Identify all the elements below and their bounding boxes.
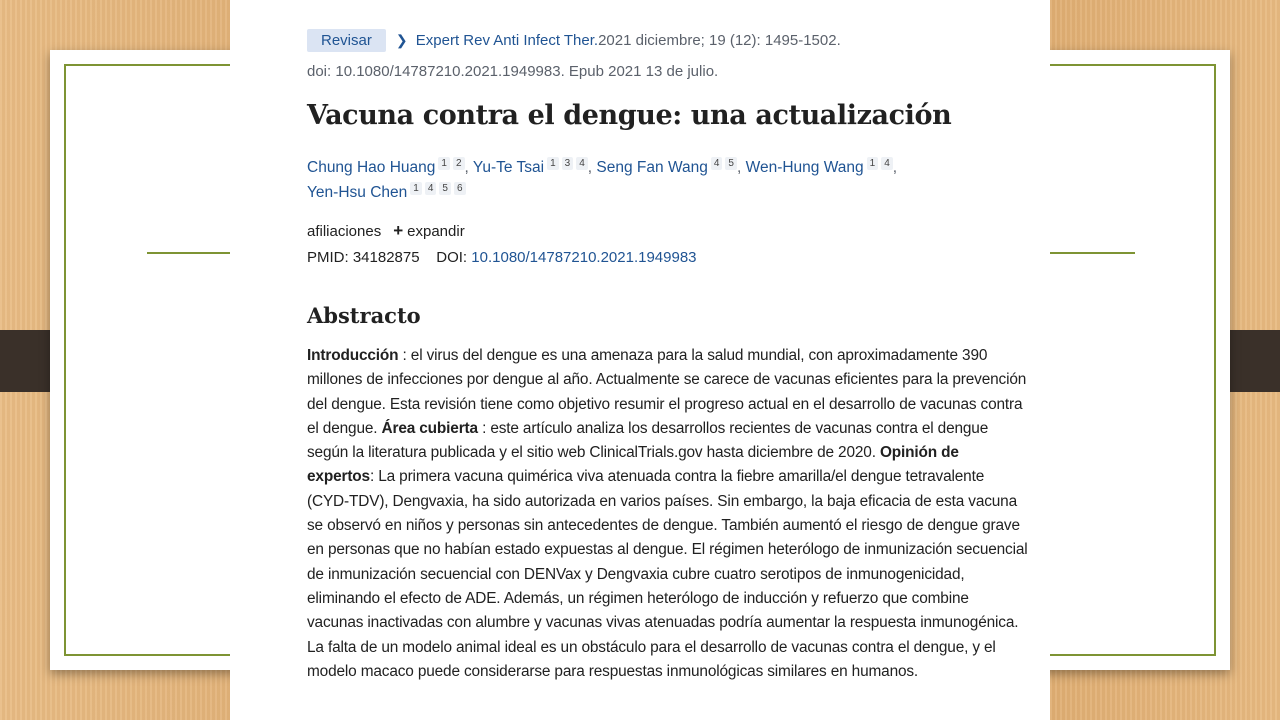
author-entry	[307, 184, 466, 201]
pmid-label: PMID:	[307, 249, 349, 266]
identifiers-row	[307, 249, 697, 266]
abstract-section-label: Opinión de expertos	[307, 444, 959, 486]
chevron-right-icon: ❯	[395, 32, 408, 48]
affiliation-ref[interactable]: 4	[711, 157, 723, 170]
expand-button[interactable]: expandir	[407, 223, 465, 240]
author-separator: ,	[892, 159, 898, 176]
doi-epub-line: doi: 10.1080/14787210.2021.1949983. Epub 2021 13 de julio.	[307, 63, 719, 80]
abstract-section-text: : La primera vacuna quimérica viva atenuada contra la fiebre amarilla/el dengue tetravalente (CYD-TDV), Dengvaxia, ha sido autorizada en varios países. Sin embargo, la baja eficacia de esta vacuna se observó en niños y personas sin antecedentes de dengue. También aumentó el riesgo de dengue grave en personas que no habían estado expuestas al dengue. El régimen heterólogo de inmunización secuencial de inmunización secuencial con DENVax y Dengvaxia cubre cuatro serotipos de inmunogenicidad, eliminando el efecto de ADE. Además, un régimen heterólogo de inducción y refuerzo que combine vacunas inactivadas con alumbre y vacunas vivas atenuadas podría aumentar la respuesta inmunogénica. La falta de un modelo animal ideal es un obstáculo para el desarrollo de vacunas contra el dengue, y el modelo macaco puede considerarse para respuestas inmunológicas similares en humanos.	[307, 468, 1028, 680]
article-title: Vacuna contra el dengue: una actualización	[307, 100, 952, 131]
author-link[interactable]: Chung Hao Huang	[307, 159, 436, 176]
affiliation-ref[interactable]: 6	[454, 182, 466, 195]
affiliation-ref[interactable]: 1	[410, 182, 422, 195]
article-type-badge: Revisar	[307, 29, 386, 52]
affiliation-ref[interactable]: 5	[439, 182, 451, 195]
author-link[interactable]: Yen-Hsu Chen	[307, 184, 408, 201]
affiliation-ref[interactable]: 3	[562, 157, 574, 170]
citation-details: 2021 diciembre; 19 (12): 1495-1502.	[598, 32, 841, 49]
author-link[interactable]: Wen-Hung Wang	[745, 159, 864, 176]
author-entry	[596, 159, 741, 176]
abstract-heading: Abstracto	[307, 303, 421, 328]
pmid-value: 34182875	[352, 249, 420, 266]
abstract-section-text: : el virus del dengue es una amenaza para la salud mundial, con aproximadamente 390 millones de infecciones por dengue al año. Actualmente se carece de vacunas eficientes para la prevención del dengue. Esta revisión tiene como objetivo resumir el progreso actual en el desarrollo de vacunas contra el dengue.	[307, 347, 1027, 437]
citation-line	[307, 29, 841, 52]
affiliation-ref[interactable]: 2	[453, 157, 465, 170]
doi-label: DOI:	[436, 249, 468, 266]
affiliations-row	[307, 221, 465, 241]
abstract-section-label: Área cubierta	[381, 419, 478, 437]
author-separator: ,	[464, 159, 469, 176]
author-entry	[746, 159, 897, 176]
abstract-section-text: : este artículo analiza los desarrollos recientes de vacunas contra el dengue según la literatura publicada y el sitio web ClinicalTrials.gov hasta diciembre de 2020.	[307, 419, 989, 462]
plus-icon[interactable]: +	[393, 221, 404, 240]
affiliations-label: afiliaciones	[307, 223, 382, 240]
affiliation-ref[interactable]: 4	[881, 157, 893, 170]
journal-link[interactable]: Expert Rev Anti Infect Ther.	[415, 32, 599, 49]
affiliation-ref[interactable]: 1	[438, 157, 450, 170]
author-separator: ,	[736, 159, 742, 176]
author-link[interactable]: Yu-Te Tsai	[472, 159, 545, 176]
affiliation-ref[interactable]: 1	[547, 157, 559, 170]
affiliation-ref[interactable]: 1	[867, 157, 879, 170]
abstract-section-label: Introducción	[307, 347, 399, 364]
affiliation-ref[interactable]: 5	[725, 157, 737, 170]
abstract-body	[307, 344, 1029, 684]
author-entry	[307, 159, 469, 176]
author-entry	[473, 159, 592, 176]
author-separator: ,	[587, 159, 593, 176]
affiliation-ref[interactable]: 4	[425, 182, 437, 195]
author-list	[307, 155, 1007, 205]
article-screenshot	[230, 0, 1050, 720]
author-link[interactable]: Seng Fan Wang	[596, 159, 708, 176]
doi-link[interactable]: 10.1080/14787210.2021.1949983	[471, 249, 697, 266]
affiliation-ref[interactable]: 4	[576, 157, 588, 170]
